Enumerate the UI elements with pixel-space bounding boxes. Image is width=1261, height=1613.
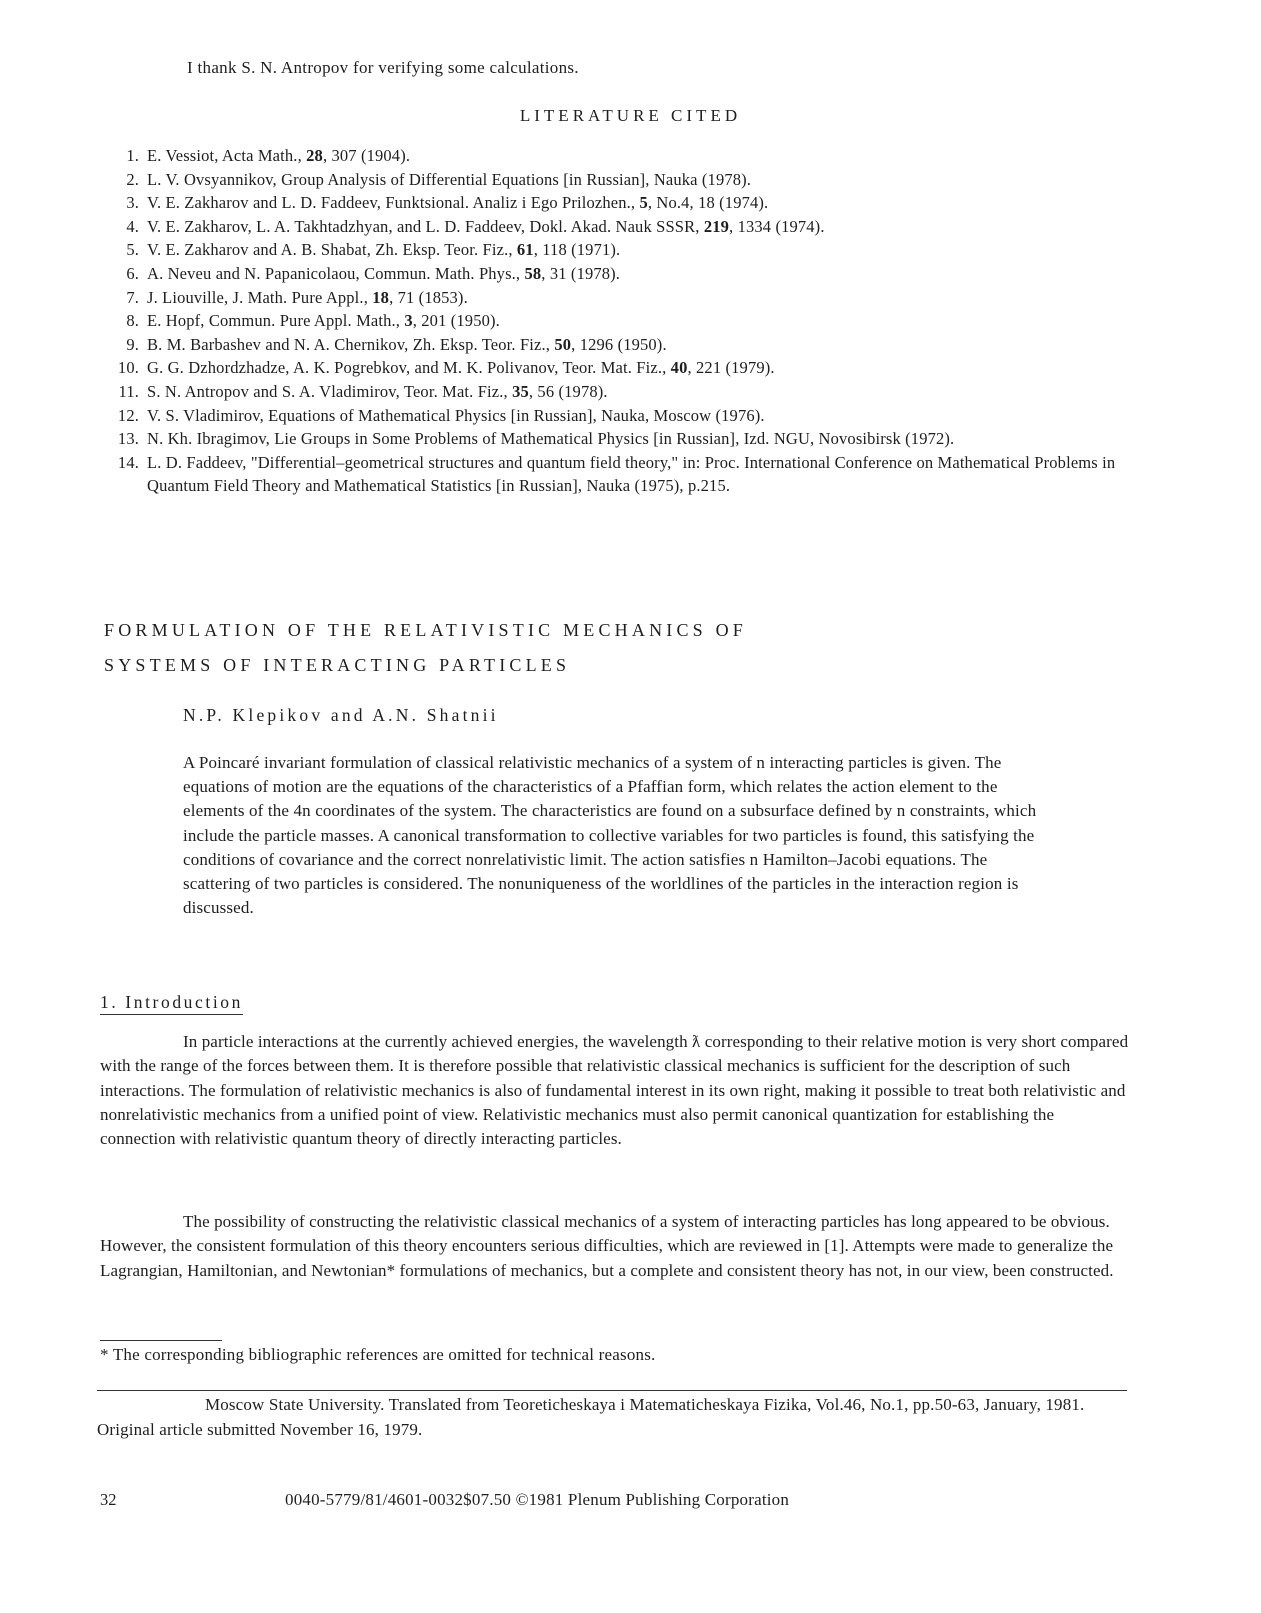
literature-cited-heading: LITERATURE CITED	[519, 106, 742, 125]
intro-paragraph-2: The possibility of constructing the relativistic classical mechanics of a system of interacting particles has long appeared to be obvious. However, the consistent formulation of this theory encounters serious difficulties, which are reviewed in [1]. Attempts were made to generalize the Lagrangian, Hamiltonian, and Newtonian* formulations of mechanics, but a complete and consistent theory has not, in our view, been constructed.	[100, 1212, 1114, 1280]
section-heading-introduction: 1. Introduction	[100, 992, 243, 1015]
reference-item	[100, 168, 1160, 192]
reference-number: 8.	[126, 311, 139, 331]
acknowledgment: I thank S. N. Antropov for verifying some calculations.	[187, 58, 579, 77]
reference-number: 9.	[126, 334, 139, 354]
article-title-line-1: FORMULATION OF THE RELATIVISTIC MECHANICS OF	[104, 620, 747, 640]
reference-number: 10.	[117, 358, 139, 378]
reference-text: V. E. Zakharov and L. D. Faddeev, Funktsional. Analiz i Ego Prilozhen., 5, No.4, 18 (1974).	[147, 193, 769, 213]
affiliation-note: Moscow State University. Translated from Teoreticheskaya i Matematicheskaya Fizika, Vol.46, No.1, pp.50-63, January, 1981. Original article submitted November 16, 1979.	[97, 1395, 1085, 1439]
reference-text: G. G. Dzhordzhadze, A. K. Pogrebkov, and M. K. Polivanov, Teor. Mat. Fiz., 40, 221 (1979).	[147, 358, 775, 378]
reference-text: V. S. Vladimirov, Equations of Mathematical Physics [in Russian], Nauka, Moscow (1976).	[147, 405, 765, 425]
reference-number: 3.	[126, 193, 139, 213]
reference-number: 7.	[126, 287, 139, 307]
reference-number: 5.	[126, 240, 139, 260]
reference-number: 2.	[126, 169, 139, 189]
article-title-line-2: SYSTEMS OF INTERACTING PARTICLES	[104, 655, 571, 675]
footnote-divider	[100, 1340, 222, 1341]
reference-item	[100, 262, 1160, 286]
reference-text: E. Vessiot, Acta Math., 28, 307 (1904).	[147, 146, 411, 165]
reference-item	[100, 215, 1160, 239]
reference-text: B. M. Barbashev and N. A. Chernikov, Zh. Eksp. Teor. Fiz., 50, 1296 (1950).	[147, 334, 667, 354]
reference-item	[100, 404, 1160, 428]
reference-text: J. Liouville, J. Math. Pure Appl., 18, 71 (1853).	[147, 287, 468, 307]
reference-number: 4.	[126, 216, 139, 236]
intro-paragraph-1: In particle interactions at the currently achieved energies, the wavelength ƛ corresponding to their relative motion is very short compared with the range of the forces between them. It is therefore possible that relativistic classical mechanics is sufficient for the description of such interactions. The formulation of relativistic mechanics is also of fundamental interest in its own right, making it possible to treat both relativistic and nonrelativistic mechanics from a unified point of view. Relativistic mechanics must also permit canonical quantization for establishing the connection with relativistic quantum theory of directly interacting particles.	[100, 1032, 1129, 1149]
reference-text: S. N. Antropov and S. A. Vladimirov, Teor. Mat. Fiz., 35, 56 (1978).	[147, 381, 608, 401]
reference-list	[100, 144, 1160, 498]
page-number: 32	[100, 1490, 117, 1509]
reference-text: N. Kh. Ibragimov, Lie Groups in Some Problems of Mathematical Physics [in Russian], Izd. NGU, Novosibirsk (1972).	[147, 429, 955, 449]
reference-item	[100, 309, 1160, 333]
reference-number: 11.	[118, 381, 139, 401]
abstract: A Poincaré invariant formulation of classical relativistic mechanics of a system of n interacting particles is given. The equations of motion are the equations of the characteristics of a Pfaffian form, which relates the action element to the elements of the 4n coordinates of the system. The characteristics are found on a subsurface defined by n constraints, which include the particle masses. A canonical transformation to collective variables for two particles is found, this satisfying the conditions of covariance and the correct nonrelativistic limit. The action satisfies n Hamilton–Jacobi equations. The scattering of two particles is considered. The nonuniqueness of the worldlines of the particles in the interaction region is discussed.	[183, 753, 1037, 918]
footnote: * The corresponding bibliographic references are omitted for technical reasons.	[100, 1345, 656, 1364]
reference-text: A. Neveu and N. Papanicolaou, Commun. Math. Phys., 58, 31 (1978).	[147, 263, 621, 283]
reference-item	[100, 286, 1160, 310]
reference-number: 6.	[126, 263, 139, 283]
reference-text: E. Hopf, Commun. Pure Appl. Math., 3, 201 (1950).	[147, 311, 500, 331]
copyright-line: 0040-5779/81/4601-0032$07.50 ©1981 Plenum Publishing Corporation	[285, 1490, 790, 1509]
affiliation-divider	[97, 1390, 1127, 1391]
reference-text: L. D. Faddeev, "Differential–geometrical structures and quantum field theory," in: Proc. International Conference on Mathematical Problems in Quantum Field Theory and Mathematical Statistics [in Russian], Nauka (1975), p.215.	[147, 452, 1116, 496]
reference-item	[100, 191, 1160, 215]
reference-number: 1.	[126, 146, 139, 165]
reference-text: V. E. Zakharov, L. A. Takhtadzhyan, and L. D. Faddeev, Dokl. Akad. Nauk SSSR, 219, 1334 (1974).	[147, 216, 825, 236]
reference-item	[100, 144, 1160, 168]
reference-item	[100, 238, 1160, 262]
reference-number: 12.	[117, 405, 139, 425]
reference-item	[100, 380, 1160, 404]
reference-text: V. E. Zakharov and A. B. Shabat, Zh. Eksp. Teor. Fiz., 61, 118 (1971).	[147, 240, 621, 260]
reference-number: 13.	[117, 429, 139, 449]
reference-item	[100, 333, 1160, 357]
reference-text: L. V. Ovsyannikov, Group Analysis of Differential Equations [in Russian], Nauka (1978).	[147, 169, 752, 189]
article-authors: N.P. Klepikov and A.N. Shatnii	[183, 705, 499, 725]
reference-item	[100, 451, 1160, 498]
reference-item	[100, 427, 1160, 451]
reference-number: 14.	[117, 452, 139, 472]
reference-item	[100, 356, 1160, 380]
